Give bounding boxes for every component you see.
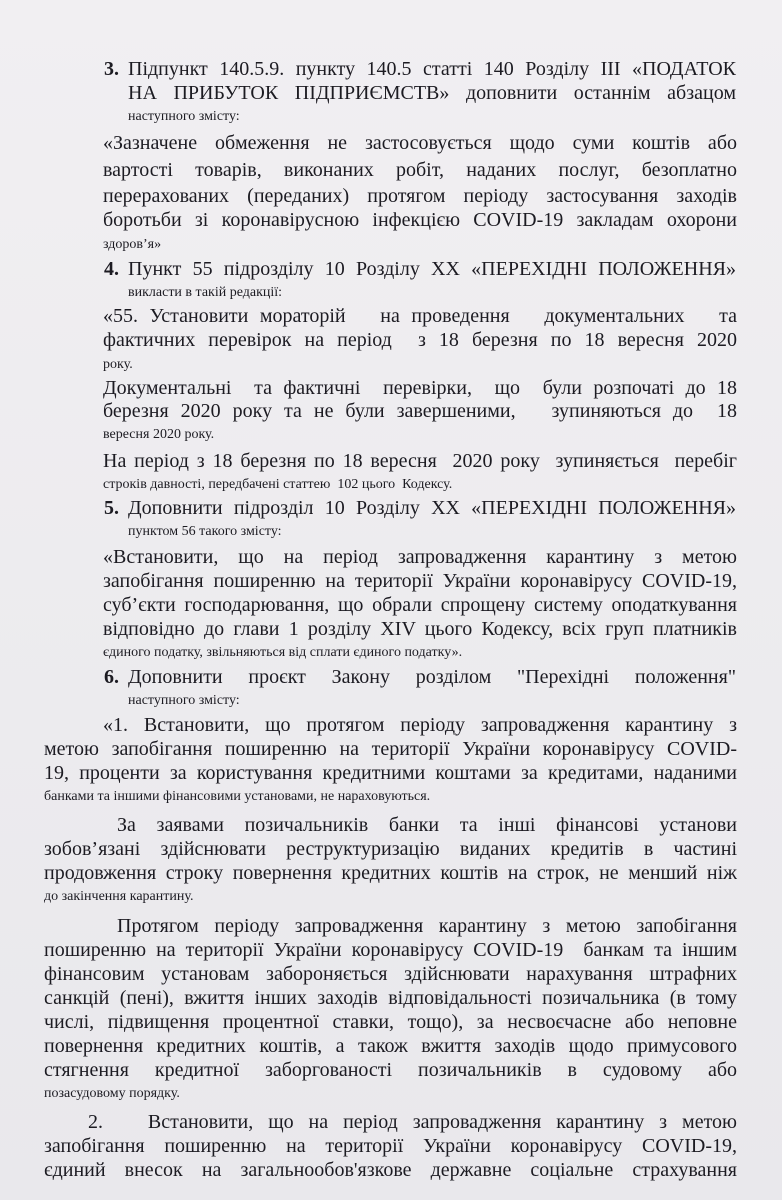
item-6-paragraph-line: поширенню на території України коронавірусу COVID-19 банкам та іншим — [44, 939, 737, 961]
item-3-quote-line: «Зазначене обмеження не застосовується щодо суми коштів або — [103, 132, 737, 154]
item-4-body-line: «55. Установити мораторій на проведення документальних та — [103, 305, 737, 327]
item-6-paragraph-line: 2. Встановити, що на період запровадження карантину з метою — [88, 1111, 737, 1133]
item-5-heading-line: Доповнити підрозділ 10 Розділу XX «ПЕРЕХІДНІ ПОЛОЖЕННЯ» — [128, 497, 736, 519]
item-6-paragraph-line: метою запобігання поширенню на території України коронавірусу COVID- — [44, 738, 737, 760]
item-5-quote-line: єдиного податку, звільняються від сплати єдиного податку». — [103, 645, 463, 660]
item-4-body-line: року. — [103, 357, 133, 372]
item-6-paragraph-line: фінансовим установам забороняється здійснювати нарахування штрафних — [44, 963, 737, 985]
item-5-quote-line: суб’єкти господарювання, що обрали спрощену систему оподаткування — [103, 594, 737, 616]
item-6-paragraph-line: «1. Встановити, що протягом періоду запровадження карантину з — [103, 714, 737, 736]
item-6-paragraph-line: до закінчення карантину. — [44, 889, 194, 904]
item-6-paragraph-line: санкцій (пені), вжиття інших заходів відповідальності позичальника (в тому — [44, 987, 737, 1009]
item-3-heading-line: Підпункт 140.5.9. пункту 140.5 статті 140 Розділу ІІІ «ПОДАТОК — [128, 58, 736, 80]
item-5-quote-line: запобігання поширенню на території України коронавірусу COVID-19, — [103, 570, 737, 592]
item-4-body-line: На період з 18 березня по 18 вересня 2020 року зупиняється перебіг — [103, 450, 737, 472]
item-4-body-line: березня 2020 року та не були завершеними, зупиняються до 18 — [103, 400, 737, 422]
item-4-heading-line: Пункт 55 підрозділу 10 Розділу XX «ПЕРЕХІДНІ ПОЛОЖЕННЯ» — [128, 258, 736, 280]
item-6-paragraph-line: продовження строку повернення кредитних коштів на строк, не менший ніж — [44, 862, 737, 884]
item-4-body-line: Документальні та фактичні перевірки, що були розпочаті до 18 — [103, 377, 737, 399]
item-4-heading-line: викласти в такій редакції: — [128, 285, 283, 300]
item-3-quote-line: вартості товарів, виконаних робіт, наданих послуг, безоплатно — [103, 159, 737, 181]
item-5-heading-line: пунктом 56 такого змісту: — [128, 524, 282, 539]
item-3-number: 3. — [104, 58, 119, 80]
item-4-body-line: фактичних перевірок на період з 18 березня по 18 вересня 2020 — [103, 329, 737, 351]
item-5-number: 5. — [104, 497, 119, 519]
item-6-heading-line: Доповнити проєкт Закону розділом "Перехідні положення" — [128, 666, 736, 688]
item-6-paragraph-line: 19, проценти за користування кредитними коштами за кредитами, наданими — [44, 762, 737, 784]
item-3-quote-line: боротьби зі коронавірусною інфекцією COVID-19 закладам охорони — [103, 209, 737, 231]
item-6-number: 6. — [104, 666, 119, 688]
item-5-quote-line: відповідно до глави 1 розділу XIV цього Кодексу, всіх груп платників — [103, 618, 737, 640]
item-3-quote-line: перерахованих (переданих) протягом періоду застосування заходів — [103, 185, 737, 207]
item-4-body-line: вересня 2020 року. — [103, 427, 215, 442]
item-6-paragraph-line: числі, підвищення процентної ставки, тощо), за несвоєчасне або неповне — [44, 1011, 737, 1033]
item-6-paragraph-line: єдиний внесок на загальнообов'язкове державне соціальне страхування — [44, 1159, 737, 1181]
item-5-quote-line: «Встановити, що на період запровадження карантину з метою — [103, 546, 737, 568]
item-4-number: 4. — [104, 258, 119, 280]
item-6-paragraph-line: позасудовому порядку. — [44, 1086, 180, 1101]
item-3-quote-line: здоров’я» — [103, 237, 162, 252]
item-6-paragraph-line: запобігання поширенню на території України коронавірусу COVID-19, — [44, 1135, 737, 1157]
item-3-heading-line: наступного змісту: — [128, 109, 240, 124]
item-3-heading-line: НА ПРИБУТОК ПІДПРИЄМСТВ» доповнити останнім абзацом — [128, 82, 736, 104]
item-6-paragraph-line: повернення кредитних коштів, а також вжиття заходів щодо примусового — [44, 1035, 737, 1057]
item-4-body-line: строків давності, передбачені статтею 102 цього Кодексу. — [103, 477, 453, 492]
item-6-paragraph-line: Протягом періоду запровадження карантину з метою запобігання — [117, 915, 737, 937]
item-6-paragraph-line: стягнення кредитної заборгованості позичальників в судовому або — [44, 1059, 737, 1081]
item-6-heading-line: наступного змісту: — [128, 693, 240, 708]
item-6-paragraph-line: зобов’язані здійснювати реструктуризацію виданих кредитів в частині — [44, 838, 737, 860]
item-6-paragraph-line: банками та іншими фінансовими установами, не нараховуються. — [44, 789, 431, 804]
item-6-paragraph-line: За заявами позичальників банки та інші фінансові установи — [117, 814, 737, 836]
